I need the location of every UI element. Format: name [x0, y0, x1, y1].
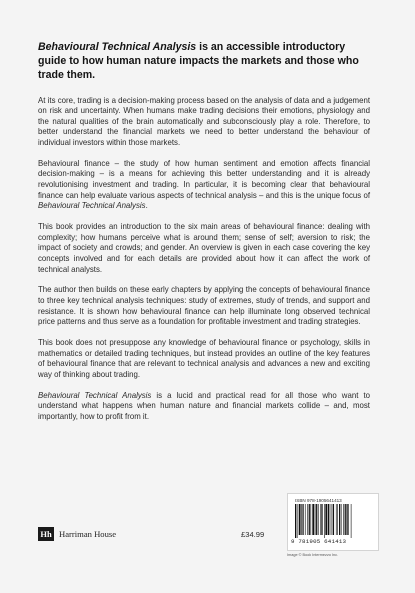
barcode-bar [318, 504, 319, 535]
barcode-bar [315, 504, 316, 535]
barcode-bar [302, 504, 303, 535]
paragraph-no-prerequisites: This book does not presuppose any knowledge of behavioural finance or psychology, skills in mathematics or detailed trading techniques, but instead provides an outline of the key features of behavioural finance that are relevant to technical analysis and advances a new and exciting way of thinking about trading. [38, 338, 370, 379]
image-credit: Image © Book Intermezzo Inc. [287, 553, 339, 557]
publisher-block [38, 527, 116, 541]
barcode-bar [311, 504, 312, 535]
lead-paragraph [38, 40, 370, 83]
barcode-bar [333, 504, 334, 535]
paragraph-text: Behavioural finance – the study of how human sentiment and emotion affects financial decision-making – is a means for achieving this better understanding and it is already revolutionising investment and trading. In particular, it is becoming clear that behavioural finance can help evaluate various aspects of technical analysis – and this is the unique focus of [38, 158, 370, 200]
barcode-bar [301, 504, 302, 535]
isbn-barcode-block [287, 493, 379, 559]
paragraph-trading-core: At its core, trading is a decision-making process based on the analysis of data and a judgement on risk and uncertainty. When humans make trading decisions their emotions, physiology and the natural qualities of the brain automatically and subconsciously play a role. Therefore, to better understand the financial markets we need to better understand the behaviour of individual investors within those markets. [38, 95, 370, 147]
barcode-bar [343, 504, 344, 535]
barcode-bar [312, 504, 314, 535]
barcode-bar [316, 504, 317, 535]
publisher-logo: Hh [38, 527, 54, 541]
paragraph-conclusion [38, 391, 370, 423]
barcode-bar [325, 504, 327, 535]
barcode-bar [320, 504, 321, 535]
barcode-bar [305, 504, 306, 535]
paragraph-text: is a lucid and practical read for all those who want to understand what happens when human nature and financial markets collide – and, most importantly, how to profit from it. [38, 390, 370, 421]
barcode-bar [322, 504, 323, 535]
cover-footer [38, 489, 379, 559]
barcode-bar [351, 504, 352, 538]
barcode-bar [299, 504, 301, 535]
publisher-name: Harriman House [59, 529, 117, 539]
paragraph-text: . [145, 201, 148, 211]
barcode-bar [339, 504, 340, 535]
barcode-bar [309, 504, 310, 535]
barcode-bar [330, 504, 331, 535]
barcode-bar [332, 504, 333, 535]
book-title-italic: Behavioural Technical Analysis [38, 390, 152, 400]
price-label: £34.99 [241, 530, 265, 539]
cover-text [38, 40, 370, 433]
barcode-bar [346, 504, 347, 535]
barcode-bar [336, 504, 337, 535]
barcode-bar [295, 504, 296, 538]
paragraph-behavioural-finance [38, 159, 370, 212]
isbn-label: ISBN 978-1905641413 [295, 498, 342, 503]
barcode-bar [341, 504, 342, 535]
barcode-bar [348, 504, 349, 535]
paragraph-techniques: The author then builds on these early chapters by applying the concepts of behavioural finance to three key technical analysis techniques: study of extremes, study of trends, and support and resistance. It is shown how behavioural finance can help illuminate long observed technical price patterns and thus serve as a foundation for profitable investment and trading strategies. [38, 285, 370, 327]
barcode-bar [328, 504, 329, 535]
lead-text: is an accessible introductory guide to how human nature impacts the markets and those who trade them. [38, 41, 359, 82]
book-title-italic: Behavioural Technical Analysis [38, 201, 146, 211]
book-title-italic: Behavioural Technical Analysis [38, 41, 197, 53]
barcode-bar [324, 504, 325, 538]
barcode-box [287, 493, 379, 551]
barcode-bar [297, 504, 298, 538]
paragraph-six-areas: This book provides an introduction to the six main areas of behavioural finance: dealing with complexity; how humans perceive what is around them; sense of self; aversion to risk; the impact of society and crowds; and gender. An overview is given in each case covering the key concepts involved and for each details are provided about how it can affect the work of technical analysts. [38, 222, 370, 274]
barcode-digits: 9 781905 641413 [291, 538, 347, 545]
barcode-icon [295, 504, 373, 538]
barcode-bar [345, 504, 346, 535]
barcode-bar [337, 504, 338, 535]
barcode-bar [307, 504, 308, 535]
